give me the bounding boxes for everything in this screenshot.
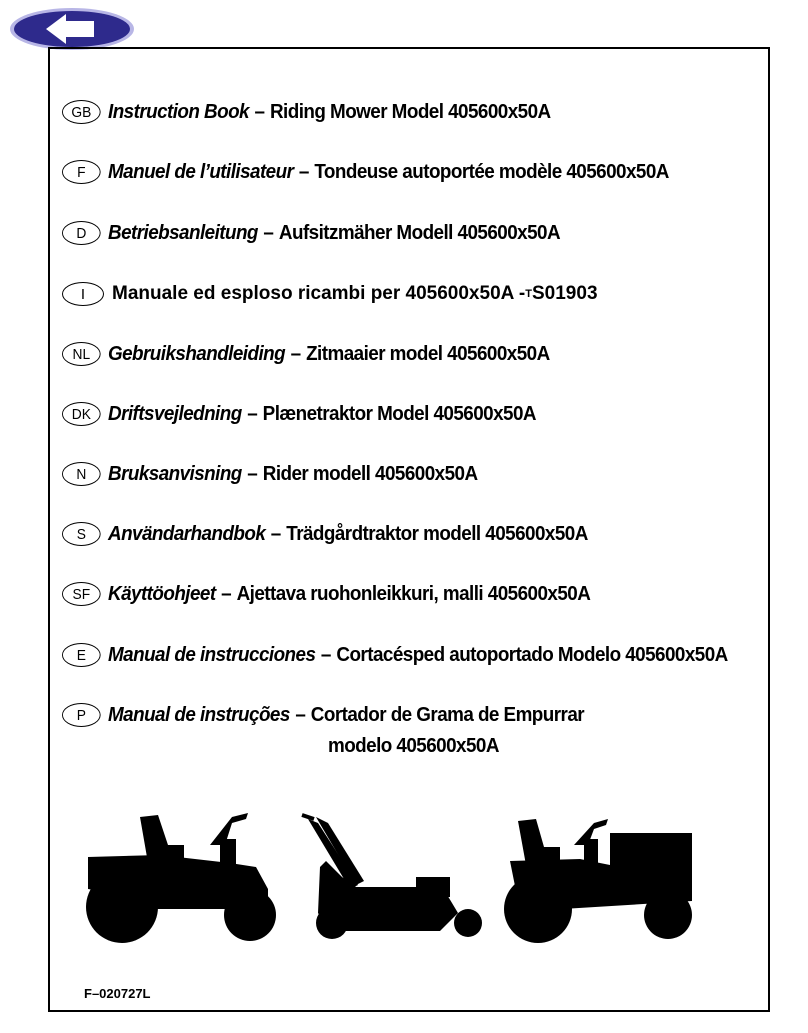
model-description-code: S01903: [532, 283, 598, 304]
manual-title: Användarhandbok: [108, 522, 266, 545]
manual-title: Instruction Book: [108, 100, 250, 123]
model-description: Riding Mower Model 405600x50A: [269, 100, 551, 123]
model-description: Manuale ed esploso ricambi per 405600x50A -: [112, 283, 526, 304]
riding-mower-icon: [86, 813, 276, 943]
model-description: Cortacésped autoportado Modelo 405600x50A: [336, 643, 728, 666]
separator: –: [254, 100, 265, 123]
manual-title: Manuel de l’utilisateur: [108, 160, 294, 183]
lang-row-s: [62, 519, 588, 549]
separator: –: [270, 522, 281, 545]
lang-row-n: [62, 459, 478, 489]
lang-badge: I: [62, 282, 104, 306]
lang-badge: N: [62, 462, 101, 486]
separator: –: [320, 643, 331, 666]
lang-row-f: [62, 157, 669, 187]
push-mower-icon: [302, 815, 482, 939]
lang-badge: SF: [62, 582, 101, 606]
lang-row-gb: [62, 97, 551, 127]
separator: –: [263, 221, 274, 244]
manual-title: Gebruikshandleiding: [108, 342, 286, 365]
lang-badge: S: [62, 522, 101, 546]
document-code: F–020727L: [84, 986, 151, 1001]
lang-badge: NL: [62, 342, 101, 366]
model-description-prefix: T: [525, 288, 532, 300]
lang-row-nl: [62, 339, 550, 369]
lang-badge: D: [62, 221, 101, 245]
manual-title: Manual de instrucciones: [108, 643, 316, 666]
lang-row-dk: [62, 399, 536, 429]
model-description: Cortador de Grama de Empurrar: [310, 703, 585, 726]
lang-badge: P: [62, 703, 101, 727]
back-button[interactable]: [8, 6, 136, 52]
model-description: Plænetraktor Model 405600x50A: [262, 402, 536, 425]
lang-row-i: [62, 279, 598, 309]
lang-row-e: [62, 640, 728, 670]
manual-title: Betriebsanleitung: [108, 221, 258, 244]
separator: –: [247, 462, 258, 485]
lang-row-p: [62, 700, 584, 730]
lang-row-sf: [62, 579, 590, 609]
separator: –: [290, 342, 301, 365]
machine-silhouettes: [80, 805, 710, 955]
lang-badge: F: [62, 160, 101, 184]
manual-title: Käyttöohjeet: [108, 582, 216, 605]
model-description-continued: modelo 405600x50A: [328, 734, 499, 757]
separator: –: [295, 703, 306, 726]
garden-tractor-icon: [504, 819, 692, 943]
separator: –: [298, 160, 309, 183]
manual-title: Manual de instruções: [108, 703, 290, 726]
lang-badge: GB: [62, 100, 101, 124]
model-description: Tondeuse autoportée modèle 405600x50A: [314, 160, 669, 183]
back-arrow-icon: [8, 6, 136, 52]
manual-title: Bruksanvisning: [108, 462, 242, 485]
separator: –: [247, 402, 258, 425]
separator: –: [221, 582, 232, 605]
model-description: Rider modell 405600x50A: [262, 462, 478, 485]
lang-badge: E: [62, 643, 101, 667]
lang-badge: DK: [62, 402, 101, 426]
model-description: Aufsitzmäher Modell 405600x50A: [278, 221, 561, 244]
model-description: Zitmaaier model 405600x50A: [306, 342, 550, 365]
model-description: Trädgårdtraktor modell 405600x50A: [286, 522, 588, 545]
model-description: Ajettava ruohonleikkuri, malli 405600x50A: [236, 582, 591, 605]
manual-title: Driftsvejledning: [108, 402, 242, 425]
lang-row-d: [62, 218, 560, 248]
